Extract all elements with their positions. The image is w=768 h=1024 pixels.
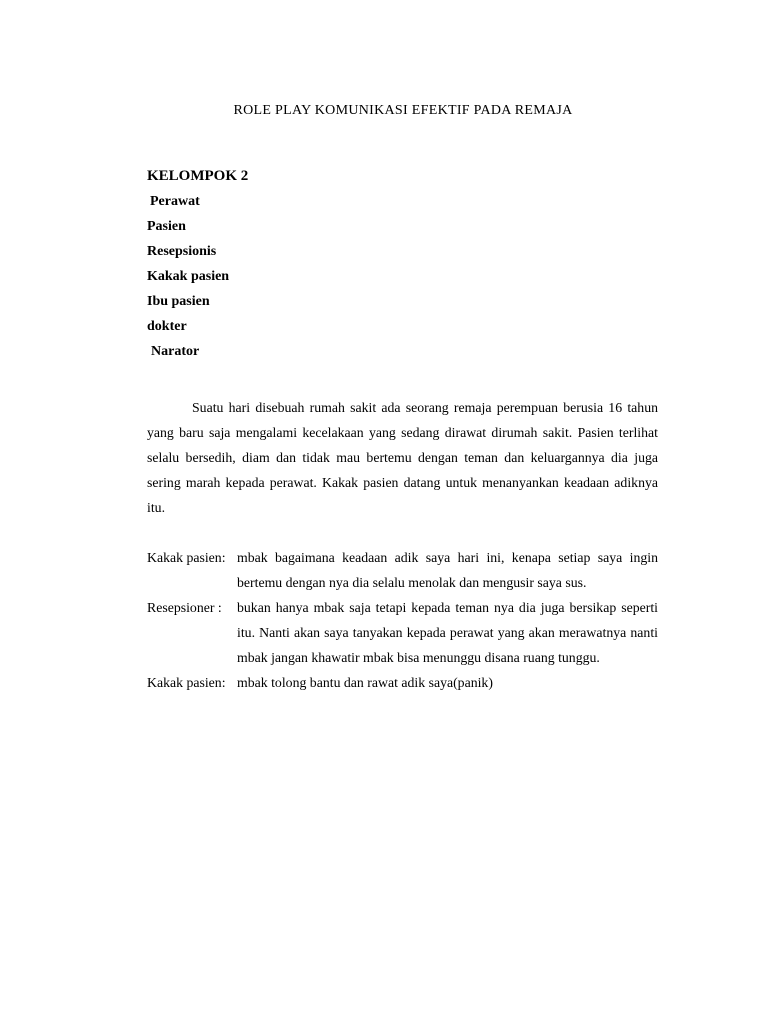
dialogue-line [147,545,658,595]
role-item: Perawat [150,194,200,209]
role-item: Ibu pasien [147,294,210,309]
document-title: ROLE PLAY KOMUNIKASI EFEKTIF PADA REMAJA [233,103,573,118]
dialogue-speaker: Resepsioner : [147,600,222,615]
dialogue-line [147,595,658,670]
role-item: dokter [147,319,187,334]
role-list [147,193,229,368]
dialogue-text: mbak bagaimana keadaan adik saya hari ini, kenapa setiap saya ingin bertemu dengan nya dia selalu menolak dan mengusir saya sus. [237,550,658,590]
group-heading: KELOMPOK 2 [147,168,249,184]
role-item: Pasien [147,219,186,234]
dialogue-text: bukan hanya mbak saja tetapi kepada teman nya dia juga bersikap seperti itu. Nanti akan saya tanyakan kepada perawat yang akan merawatnya nanti mbak jangan khawatir mbak bisa menunggu disana ruang tunggu. [237,600,658,665]
dialogue-speaker: Kakak pasien: [147,550,226,565]
role-item: Resepsionis [147,244,217,259]
dialogue-text: mbak tolong bantu dan rawat adik saya(panik) [237,675,493,690]
dialogue-line [147,670,658,695]
role-item: Kakak pasien [147,269,230,284]
narration-paragraph: Suatu hari disebuah rumah sakit ada seorang remaja perempuan berusia 16 tahun yang baru saja mengalami kecelakaan yang sedang dirawat dirumah sakit. Pasien terlihat selalu bersedih, diam dan tidak mau bertemu dengan teman dan keluargannya dia juga sering marah kepada perawat. Kakak pasien datang untuk menanyankan keadaan adiknya itu. [147,400,658,515]
dialogue-speaker: Kakak pasien: [147,675,226,690]
role-item: Narator [151,344,200,359]
dialogue-list [147,545,658,695]
